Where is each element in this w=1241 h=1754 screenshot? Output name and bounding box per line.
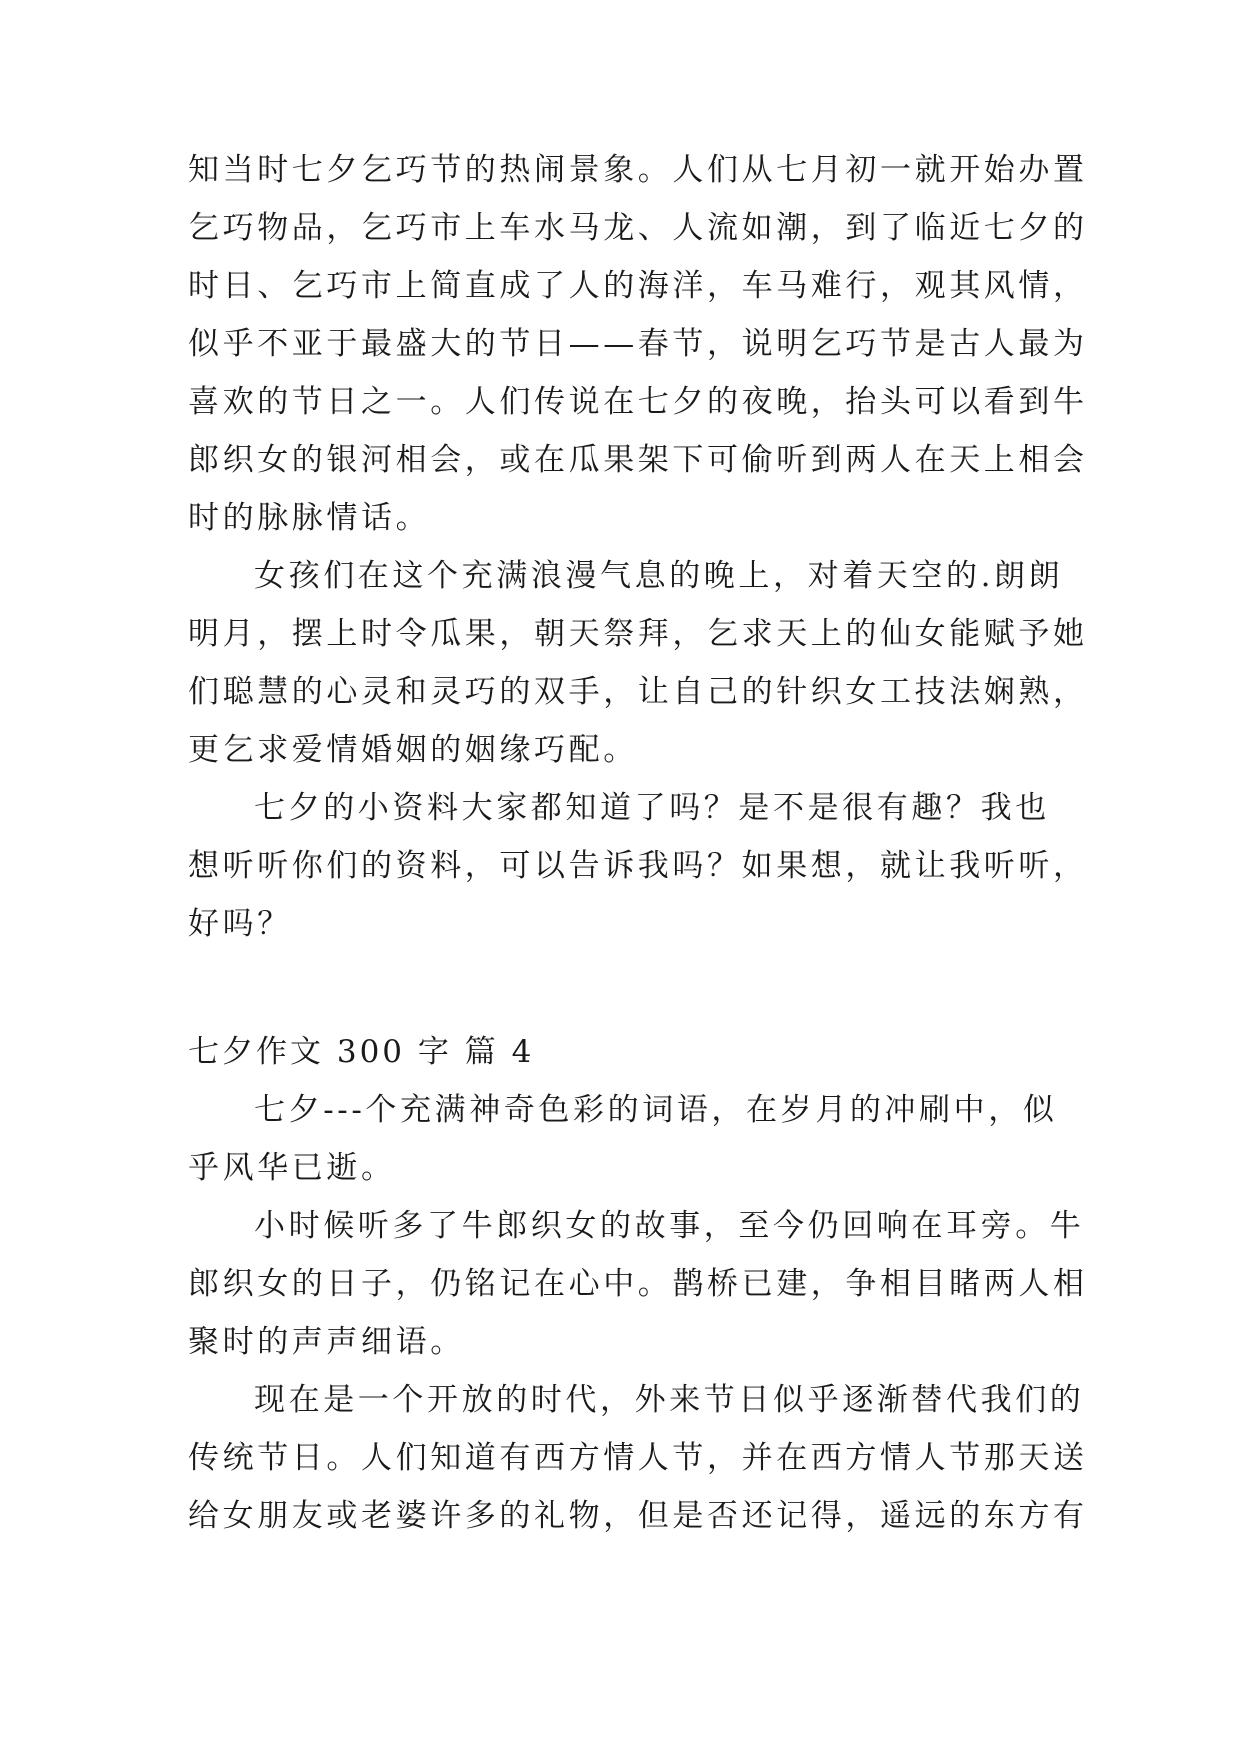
text-line: 七夕---个充满神奇色彩的词语，在岁月的冲刷中，似 bbox=[254, 1092, 1058, 1128]
text-line: 知当时七夕乞巧节的热闹景象。人们从七月初一就开始办置 bbox=[188, 152, 1088, 188]
text-line: 郎织女的日子，仍铭记在心中。鹊桥已建，争相目睹两人相 bbox=[188, 1266, 1088, 1302]
text-line: 给女朋友或老婆许多的礼物，但是否还记得，遥远的东方有 bbox=[188, 1498, 1088, 1534]
text-line: 传统节日。人们知道有西方情人节，并在西方情人节那天送 bbox=[188, 1440, 1088, 1476]
text-line: 更乞求爱情婚姻的姻缘巧配。 bbox=[188, 732, 638, 768]
text-line: 现在是一个开放的时代，外来节日似乎逐渐替代我们的 bbox=[254, 1382, 1085, 1418]
text-line: 似乎不亚于最盛大的节日——春节，说明乞巧节是古人最为 bbox=[188, 326, 1088, 362]
text-line: 喜欢的节日之一。人们传说在七夕的夜晚，抬头可以看到牛 bbox=[188, 384, 1088, 420]
text-line: 七夕的小资料大家都知道了吗？是不是很有趣？我也 bbox=[254, 790, 1050, 826]
text-line: 乞巧物品，乞巧市上车水马龙、人流如潮，到了临近七夕的 bbox=[188, 210, 1088, 246]
text-line: 小时候听多了牛郎织女的故事，至今仍回响在耳旁。牛 bbox=[254, 1208, 1085, 1244]
text-line: 时的脉脉情话。 bbox=[188, 500, 431, 536]
text-line: 聚时的声声细语。 bbox=[188, 1324, 465, 1360]
text-line: 好吗？ bbox=[188, 906, 292, 942]
text-line: 女孩们在这个充满浪漫气息的晚上，对着天空的.朗朗 bbox=[254, 558, 1064, 594]
text-line: 郎织女的银河相会，或在瓜果架下可偷听到两人在天上相会 bbox=[188, 442, 1088, 478]
text-line: 乎风华已逝。 bbox=[188, 1150, 396, 1186]
text-line: 们聪慧的心灵和灵巧的双手，让自己的针织女工技法娴熟， bbox=[188, 674, 1088, 710]
section-heading: 七夕作文 300 字 篇 4 bbox=[188, 1034, 535, 1070]
text-line: 明月，摆上时令瓜果，朝天祭拜，乞求天上的仙女能赋予她 bbox=[188, 616, 1088, 652]
text-line: 想听听你们的资料，可以告诉我吗？如果想，就让我听听， bbox=[188, 848, 1088, 884]
text-line: 时日、乞巧市上简直成了人的海洋，车马难行，观其风情， bbox=[188, 268, 1088, 304]
